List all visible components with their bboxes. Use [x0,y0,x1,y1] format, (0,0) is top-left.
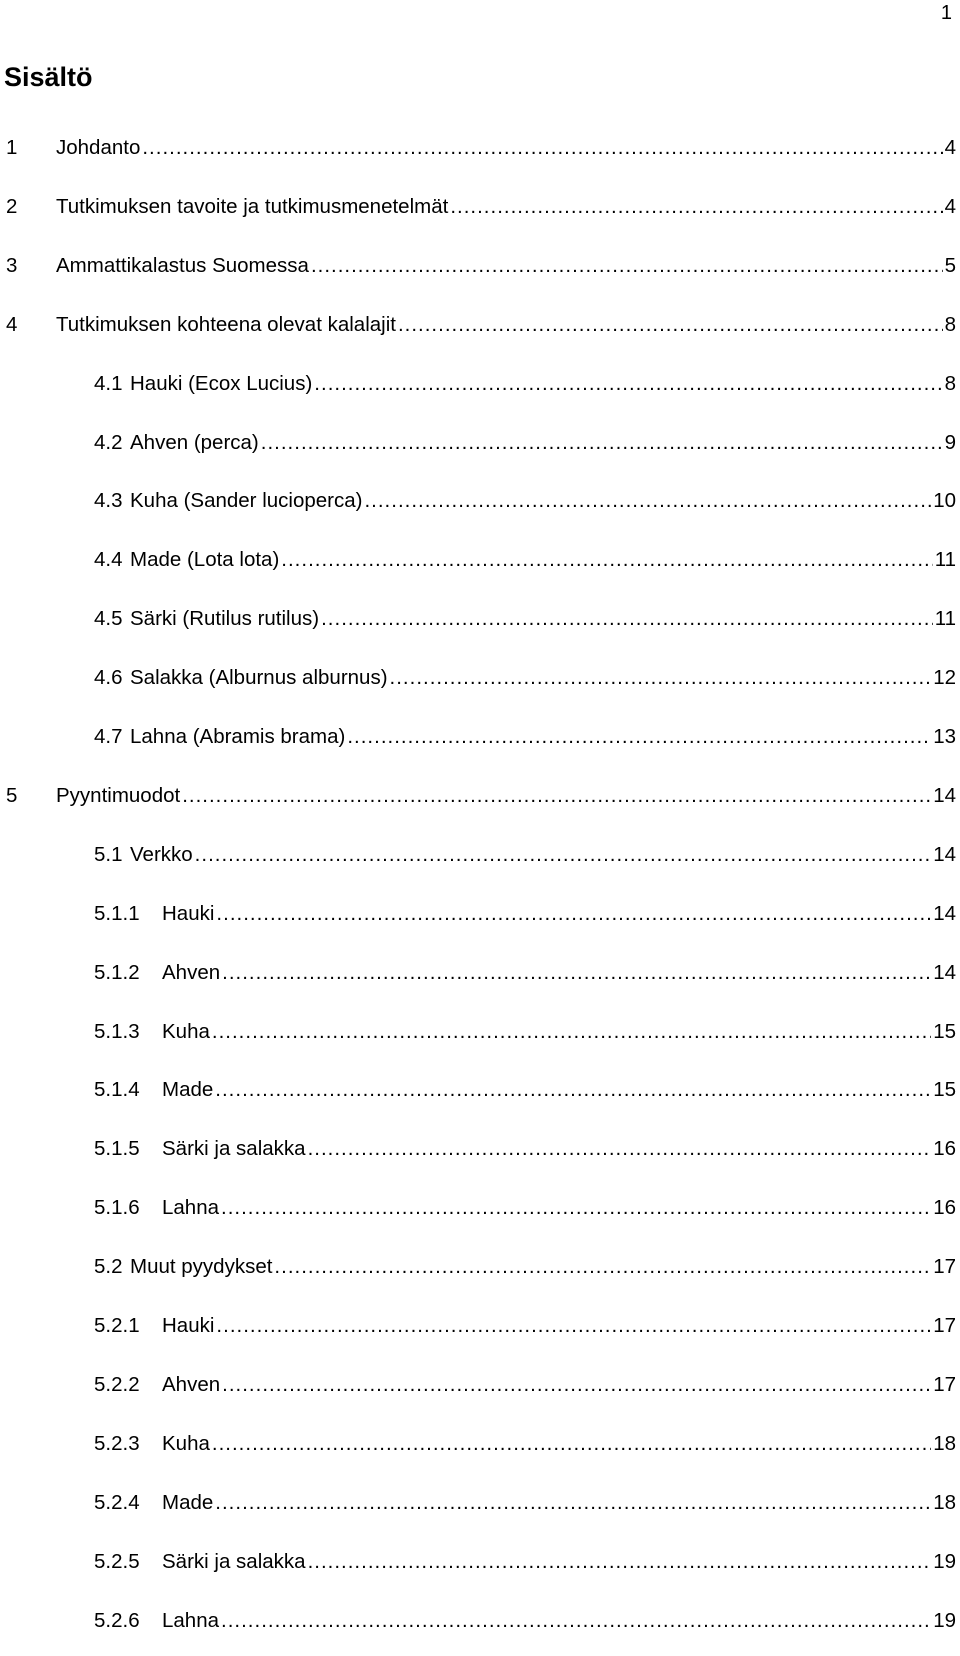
page-number: 1 [940,2,952,24]
toc-entry[interactable] [94,1365,956,1397]
toc-entry-page: 8 [944,312,956,336]
dot-leader [216,902,931,926]
toc-entry[interactable] [94,1247,956,1279]
toc-entry-number: 2 [6,194,18,218]
dot-leader [216,1314,931,1338]
toc-entry-title: Verkko [130,842,193,866]
toc-entry-title: Ahven [162,1372,221,1396]
dot-leader [222,961,931,985]
toc-entry-page: 14 [933,960,956,984]
dot-leader [222,1373,931,1397]
toc-entry-page: 14 [933,901,956,925]
toc-entry-title: Tutkimuksen tavoite ja tutkimusmenetelmät [56,194,449,218]
toc-entry-number: 5.2.4 [94,1490,140,1514]
dot-leader [364,489,931,513]
dot-leader [182,784,931,808]
toc-entry[interactable] [94,481,956,513]
toc-entry-number: 5.2.5 [94,1549,140,1573]
toc-entry-title: Särki (Rutilus rutilus) [130,607,320,631]
toc-entry-page: 11 [934,607,956,631]
dot-leader [308,1137,932,1161]
dot-leader [215,1491,931,1515]
toc-entry-title: Kuha [162,1019,210,1043]
toc-entry[interactable] [94,1306,956,1338]
toc-entry-number: 5.1 [94,842,123,866]
dot-leader [398,313,943,337]
toc-entry-page: 10 [933,489,956,513]
toc-entry-number: 5.2.2 [94,1372,140,1396]
toc-entry-number: 5.2 [94,1255,123,1279]
toc-title: Sisältö [4,62,93,92]
toc-entry-page: 12 [933,666,956,690]
toc-entry[interactable] [94,1601,956,1633]
toc-entry-number: 4.1 [94,371,123,395]
toc-entry-title: Tutkimuksen kohteena olevat kalalajit [56,312,396,336]
toc-entry[interactable] [94,953,956,985]
toc-entry-title: Hauki [162,901,215,925]
dot-leader [261,431,943,455]
toc-entry-title: Hauki (Ecox Lucius) [130,371,313,395]
toc-entry-number: 5.1.2 [94,960,140,984]
dot-leader [308,1550,932,1574]
toc-entry-number: 5.1.6 [94,1196,140,1220]
toc-entry[interactable] [94,658,956,690]
toc-entry[interactable] [94,717,956,749]
dot-leader [221,1196,931,1220]
toc-entry-page: 17 [933,1255,956,1279]
toc-entry-number: 4.4 [94,548,123,572]
toc-entry-title: Särki ja salakka [162,1549,306,1573]
toc-entry-title: Ammattikalastus Suomessa [56,253,309,277]
toc-entry[interactable] [94,1542,956,1574]
toc-entry-page: 9 [944,430,956,454]
toc-entry[interactable] [6,305,956,337]
toc-entry-number: 4.3 [94,489,123,513]
dot-leader [347,725,931,749]
toc-entry[interactable] [94,1483,956,1515]
toc-entry-title: Ahven (perca) [130,430,259,454]
toc-entry-page: 18 [933,1431,956,1455]
toc-entry[interactable] [94,1070,956,1102]
toc-entry-title: Made (Lota lota) [130,548,280,572]
dot-leader [390,666,932,690]
toc-entry[interactable] [94,835,956,867]
toc-entry[interactable] [94,364,956,396]
toc-entry[interactable] [94,1424,956,1456]
toc-entry-number: 5.1.3 [94,1019,140,1043]
dot-leader [311,254,943,278]
dot-leader [212,1432,931,1456]
toc-entry-title: Pyyntimuodot [56,783,181,807]
toc-entry[interactable] [94,423,956,455]
toc-entry-title: Lahna [162,1196,220,1220]
toc-entry-number: 5.1.1 [94,901,140,925]
toc-entry[interactable] [94,1188,956,1220]
toc-entry-page: 8 [944,371,956,395]
toc-entry-number: 5.1.5 [94,1137,140,1161]
toc-entry-page: 15 [933,1019,956,1043]
toc-entry-title: Johdanto [56,136,141,159]
toc-entry-page: 14 [933,842,956,866]
toc-entry-number: 5 [6,783,18,807]
dot-leader [221,1609,931,1633]
toc-entry-page: 15 [933,1078,956,1102]
toc-entry-title: Salakka (Alburnus alburnus) [130,666,388,690]
toc-entry-page: 18 [933,1490,956,1514]
toc-entry-page: 19 [933,1608,956,1632]
toc-entry-number: 4.6 [94,666,123,690]
dot-leader [281,548,932,572]
toc-entry-number: 5.2.6 [94,1608,140,1632]
toc-entry[interactable] [94,1129,956,1161]
dot-leader [195,843,932,867]
toc-entry-title: Kuha (Sander lucioperca) [130,489,363,513]
toc-entry-page: 17 [933,1314,956,1337]
toc-entry-title: Made [162,1078,214,1102]
toc-entry-title: Lahna (Abramis brama) [130,725,346,748]
dot-leader [215,1078,931,1102]
dot-leader [274,1255,931,1279]
toc-entry-page: 19 [933,1549,956,1573]
toc-entry-page: 14 [933,783,956,807]
toc-entry-title: Lahna [162,1608,220,1632]
toc-entry-title: Muut pyydykset [130,1255,273,1279]
toc-entry[interactable] [6,187,956,219]
toc-entry-number: 5.2.1 [94,1314,140,1337]
toc-entry-page: 5 [944,253,956,277]
toc-entry-number: 4 [6,312,18,336]
toc-entry[interactable] [94,540,956,572]
toc-entry-number: 1 [6,136,18,159]
toc-entry[interactable] [6,776,956,808]
toc-entry-title: Särki ja salakka [162,1137,306,1161]
toc-entry-page: 16 [933,1196,956,1220]
dot-leader [142,136,942,160]
toc-entry[interactable] [6,128,956,160]
toc-entry[interactable] [94,894,956,926]
dot-leader [314,372,942,396]
toc-entry-number: 3 [6,253,18,277]
toc-entry-number: 4.5 [94,607,123,631]
toc-entry[interactable] [6,246,956,278]
dot-leader [321,607,933,631]
toc-entry-page: 11 [934,548,956,572]
dot-leader [212,1020,931,1044]
toc-entry-title: Made [162,1490,214,1514]
toc-entry-number: 5.2.3 [94,1431,140,1455]
toc-entry-page: 17 [933,1372,956,1396]
toc-entry-title: Kuha [162,1431,210,1455]
toc-entry-number: 4.2 [94,430,123,454]
dot-leader [450,195,942,219]
toc-entry-page: 4 [944,194,956,218]
toc-entry-title: Ahven [162,960,221,984]
toc-entry[interactable] [94,599,956,631]
toc-entry-page: 16 [933,1137,956,1161]
toc-entry-number: 5.1.4 [94,1078,140,1102]
toc-entry-page: 4 [944,136,956,159]
toc-entry-title: Hauki [162,1314,215,1337]
toc-entry[interactable] [94,1012,956,1044]
toc-entry-number: 4.7 [94,725,123,748]
toc-entry-page: 13 [933,725,956,748]
